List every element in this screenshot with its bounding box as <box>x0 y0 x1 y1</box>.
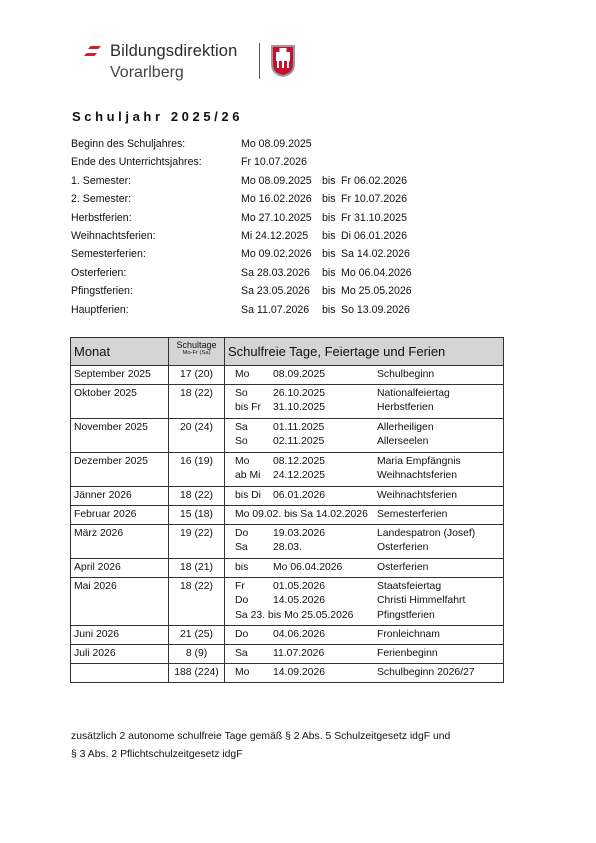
date-to: Di 06.01.2026 <box>341 229 407 242</box>
schulfrei-reason: Landespatron (Josef) <box>377 528 476 539</box>
schulfrei-day: bis Fr <box>235 402 261 414</box>
cell-schulfrei <box>225 664 504 683</box>
schulfrei-day: Fr <box>235 581 245 592</box>
schulfrei-line <box>225 595 503 609</box>
schulfrei-reason: Allerseelen <box>377 436 429 448</box>
date-bis: bis <box>322 229 336 242</box>
schulfrei-reason: Schulbeginn <box>377 369 435 380</box>
table-row <box>71 506 504 525</box>
schulfrei-line <box>225 436 503 450</box>
schulfrei-range: Mo 09.02. bis Sa 14.02.2026 <box>235 509 368 520</box>
table-row <box>71 664 504 683</box>
cell-monat: Juli 2026 <box>71 645 169 664</box>
page-title: Schuljahr 2025/26 <box>72 109 244 124</box>
cell-schulfrei <box>225 506 504 525</box>
table-row <box>71 419 504 453</box>
table-row <box>71 525 504 559</box>
schulfrei-line <box>225 470 503 484</box>
date-to: Fr 10.07.2026 <box>341 193 407 206</box>
date-to: Fr 31.10.2025 <box>341 211 407 224</box>
schulfrei-line <box>225 456 503 470</box>
coat-of-arms-icon <box>270 44 296 78</box>
cell-schultage: 17 (20) <box>169 366 225 385</box>
schulfrei-line <box>225 648 503 662</box>
schulfrei-line <box>225 490 503 504</box>
date-to: So 13.09.2026 <box>341 303 410 316</box>
schulfrei-day: So <box>235 388 248 399</box>
table-row <box>71 578 504 626</box>
date-label: Weihnachtsferien: <box>71 229 156 242</box>
logo-divider <box>259 43 260 79</box>
date-from: Mi 24.12.2025 <box>241 229 309 242</box>
footnote-line2: § 3 Abs. 2 Pflichtschulzeitgesetz idgF <box>71 748 243 760</box>
cell-schulfrei <box>225 487 504 506</box>
date-from: Sa 28.03.2026 <box>241 266 310 279</box>
cell-monat: April 2026 <box>71 559 169 578</box>
cell-monat: Dezember 2025 <box>71 453 169 487</box>
schulfrei-line <box>225 509 503 523</box>
schulfrei-date: 06.01.2026 <box>273 490 326 501</box>
date-bis: bis <box>322 248 336 261</box>
cell-schultage: 18 (22) <box>169 487 225 506</box>
cell-monat: Mai 2026 <box>71 578 169 626</box>
table-row <box>71 645 504 664</box>
schulfrei-date: 19.03.2026 <box>273 528 326 539</box>
header-schultage <box>169 338 225 366</box>
date-row <box>71 138 471 156</box>
date-from: Mo 16.02.2026 <box>241 193 312 206</box>
date-row <box>71 304 471 322</box>
schulfrei-reason: Herbstferien <box>377 402 434 414</box>
schulfrei-day: Mo <box>235 667 250 678</box>
date-bis: bis <box>322 303 336 316</box>
schulfrei-day: Do <box>235 528 249 539</box>
cell-schulfrei <box>225 578 504 626</box>
schulfrei-day: bis <box>235 562 249 573</box>
cell-schulfrei <box>225 453 504 487</box>
date-label: 1. Semester: <box>71 174 132 187</box>
header-schultage-sub: Mo-Fr (Sa) <box>182 350 211 356</box>
org-name-line2: Vorarlberg <box>110 64 184 81</box>
cell-schulfrei <box>225 525 504 559</box>
cell-schultage: 8 (9) <box>169 645 225 664</box>
schulfrei-date: 01.11.2025 <box>273 422 325 433</box>
schulfrei-date: Mo 06.04.2026 <box>273 562 343 573</box>
cell-schulfrei <box>225 626 504 645</box>
table-row <box>71 366 504 385</box>
schulfrei-reason: Christi Himmelfahrt <box>377 595 466 607</box>
key-dates-list <box>71 138 471 322</box>
header-schulfrei: Schulfreie Tage, Feiertage und Ferien <box>225 338 504 366</box>
schulfrei-date: 04.06.2026 <box>273 629 326 640</box>
cell-schultage: 19 (22) <box>169 525 225 559</box>
schulfrei-line <box>225 402 503 416</box>
schulfrei-day: Mo <box>235 456 250 467</box>
cell-monat: Februar 2026 <box>71 506 169 525</box>
schulfrei-line <box>225 369 503 383</box>
date-from: Mo 08.09.2025 <box>241 174 312 187</box>
date-label: 2. Semester: <box>71 193 132 206</box>
schulfrei-line <box>225 542 503 556</box>
month-table <box>70 337 504 683</box>
date-row <box>71 230 471 248</box>
schulfrei-date: 26.10.2025 <box>273 388 326 399</box>
header-monat: Monat <box>71 338 169 366</box>
date-from: Mo 27.10.2025 <box>241 211 312 224</box>
schulfrei-range: Sa 23. bis Mo 25.05.2026 <box>235 609 354 621</box>
date-row <box>71 156 471 174</box>
schulfrei-day: Mo <box>235 369 250 380</box>
cell-monat: November 2025 <box>71 419 169 453</box>
schulfrei-date: 31.10.2025 <box>273 402 326 414</box>
date-to: Fr 06.02.2026 <box>341 174 407 187</box>
cell-schultage: 21 (25) <box>169 626 225 645</box>
cell-schultage: 18 (21) <box>169 559 225 578</box>
schulfrei-date: 08.12.2025 <box>273 456 326 467</box>
schulfrei-date: 28.03. <box>273 542 302 554</box>
cell-schultage: 20 (24) <box>169 419 225 453</box>
schulfrei-reason: Nationalfeiertag <box>377 388 450 399</box>
cell-schultage: 16 (19) <box>169 453 225 487</box>
cell-schulfrei <box>225 385 504 419</box>
schulfrei-day: ab Mi <box>235 470 261 482</box>
table-row <box>71 487 504 506</box>
table-header-row <box>71 338 504 366</box>
cell-monat: März 2026 <box>71 525 169 559</box>
schulfrei-day: Sa <box>235 648 248 659</box>
cell-monat: Oktober 2025 <box>71 385 169 419</box>
date-bis: bis <box>322 211 336 224</box>
footnote <box>71 728 450 763</box>
schulfrei-line <box>225 667 503 681</box>
flag-icon <box>84 46 101 56</box>
date-label: Ende des Unterrichtsjahres: <box>71 156 202 169</box>
schulfrei-line <box>225 528 503 542</box>
cell-monat: September 2025 <box>71 366 169 385</box>
cell-schultage: 18 (22) <box>169 385 225 419</box>
schulfrei-line <box>225 388 503 402</box>
date-bis: bis <box>322 174 336 187</box>
table-body <box>71 366 504 683</box>
date-to: Mo 06.04.2026 <box>341 266 412 279</box>
schulfrei-reason: Weihnachtsferien <box>377 490 458 501</box>
date-row <box>71 267 471 285</box>
schulfrei-reason: Semesterferien <box>377 509 448 520</box>
date-label: Hauptferien: <box>71 303 129 316</box>
date-row <box>71 193 471 211</box>
table-row <box>71 453 504 487</box>
schulfrei-line <box>225 581 503 595</box>
schulfrei-day: bis Di <box>235 490 261 501</box>
schulfrei-reason: Staatsfeiertag <box>377 581 442 592</box>
schulfrei-date: 11.07.2026 <box>273 648 325 659</box>
date-from: Sa 11.07.2026 <box>241 303 310 316</box>
footnote-line1: zusätzlich 2 autonome schulfreie Tage gemäß § 2 Abs. 5 Schulzeitgesetz idgF und <box>71 731 451 742</box>
schulfrei-date: 01.05.2026 <box>273 581 326 592</box>
schulfrei-line <box>225 610 503 624</box>
header-schultage-label: Schultage <box>176 340 217 350</box>
schulfrei-line <box>225 422 503 436</box>
date-label: Herbstferien: <box>71 211 132 224</box>
cell-schultage: 188 (224) <box>169 664 225 683</box>
date-from: Mo 09.02.2026 <box>241 248 312 261</box>
schulfrei-reason: Osterferien <box>377 562 429 573</box>
schulfrei-reason: Schulbeginn 2026/27 <box>377 667 475 678</box>
date-bis: bis <box>322 193 336 206</box>
schulfrei-date: 14.05.2026 <box>273 595 326 607</box>
schulfrei-reason: Allerheiligen <box>377 422 434 433</box>
date-bis: bis <box>322 285 336 298</box>
schulfrei-date: 24.12.2025 <box>273 470 326 482</box>
date-row <box>71 248 471 266</box>
cell-schulfrei <box>225 645 504 664</box>
date-from: Sa 23.05.2026 <box>241 285 310 298</box>
date-to: Mo 25.05.2026 <box>341 285 412 298</box>
schulfrei-date: 02.11.2025 <box>273 436 325 448</box>
date-row <box>71 285 471 303</box>
cell-schulfrei <box>225 366 504 385</box>
table-row <box>71 559 504 578</box>
schulfrei-day: So <box>235 436 248 448</box>
cell-schultage: 18 (22) <box>169 578 225 626</box>
schulfrei-reason: Maria Empfängnis <box>377 456 461 467</box>
cell-monat: Juni 2026 <box>71 626 169 645</box>
date-bis: bis <box>322 266 336 279</box>
schulfrei-reason: Weihnachtsferien <box>377 470 458 482</box>
date-row <box>71 212 471 230</box>
date-label: Osterferien: <box>71 266 127 279</box>
schulfrei-reason: Ferienbeginn <box>377 648 438 659</box>
date-label: Pfingstferien: <box>71 285 133 298</box>
date-from: Fr 10.07.2026 <box>241 156 307 169</box>
cell-schultage: 15 (18) <box>169 506 225 525</box>
date-label: Beginn des Schuljahres: <box>71 138 186 150</box>
cell-schulfrei <box>225 559 504 578</box>
schulfrei-day: Do <box>235 629 249 640</box>
date-to: Sa 14.02.2026 <box>341 248 410 261</box>
schulfrei-date: 14.09.2026 <box>273 667 326 678</box>
header-logo <box>84 41 304 85</box>
cell-monat <box>71 664 169 683</box>
cell-monat: Jänner 2026 <box>71 487 169 506</box>
schulfrei-day: Sa <box>235 542 248 554</box>
schulfrei-line <box>225 629 503 643</box>
schulfrei-reason: Fronleichnam <box>377 629 440 640</box>
schulfrei-line <box>225 562 503 576</box>
schulfrei-day: Sa <box>235 422 248 433</box>
cell-schulfrei <box>225 419 504 453</box>
schulfrei-reason: Osterferien <box>377 542 429 554</box>
table-row <box>71 626 504 645</box>
schulfrei-day: Do <box>235 595 249 607</box>
date-label: Semesterferien: <box>71 248 146 261</box>
date-row <box>71 175 471 193</box>
schulfrei-reason: Pfingstferien <box>377 609 435 621</box>
table-row <box>71 385 504 419</box>
date-from: Mo 08.09.2025 <box>241 138 312 150</box>
org-name-line1: Bildungsdirektion <box>110 42 238 60</box>
schulfrei-date: 08.09.2025 <box>273 369 326 380</box>
